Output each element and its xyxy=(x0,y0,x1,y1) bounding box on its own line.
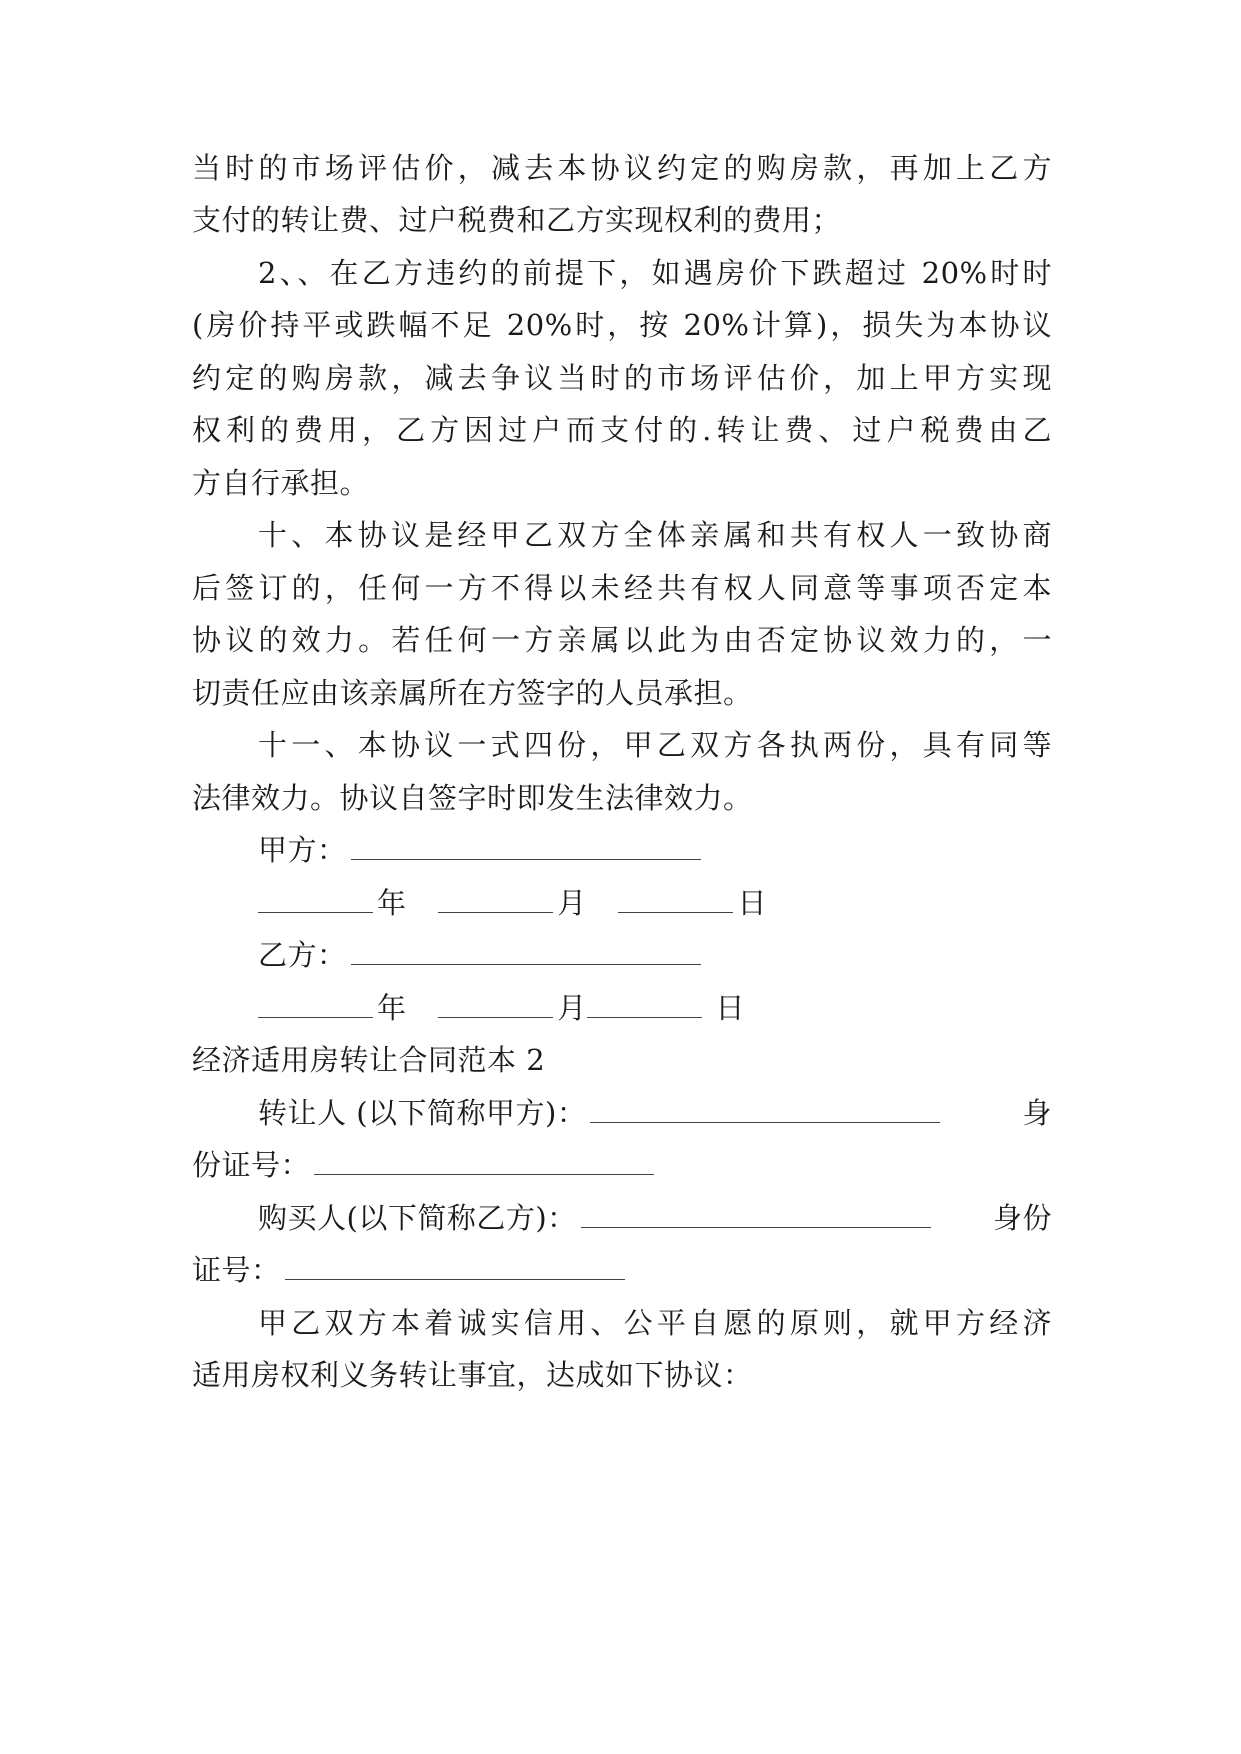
day-blank[interactable] xyxy=(618,884,733,913)
party-a-date-row xyxy=(258,883,1052,923)
id-label-part: 身 xyxy=(1022,1096,1052,1130)
party-b-label: 乙方： xyxy=(258,938,347,972)
buyer-label: 购买人(以下简称乙方)： xyxy=(258,1201,577,1235)
text-line: (房价持平或跌幅不足 20%时，按 20%计算)，损失为本协议 xyxy=(192,308,1052,342)
month-label: 月 xyxy=(557,991,587,1025)
text-line: 当时的市场评估价，减去本协议约定的购房款，再加上乙方 xyxy=(192,151,1052,185)
text-line: 约定的购房款，减去争议当时的市场评估价，加上甲方实现 xyxy=(192,361,1052,395)
year-label: 年 xyxy=(377,886,407,920)
closing-line: 适用房权利义务转让事宜，达成如下协议： xyxy=(192,1358,753,1392)
id-label-part: 身份 xyxy=(992,1201,1052,1235)
transferor-label: 转让人 (以下简称甲方)： xyxy=(258,1096,587,1130)
transferor-id-blank[interactable] xyxy=(314,1146,654,1175)
clause-2-line: 2、、在乙方违约的前提下，如遇房价下跌超过 20%时时 xyxy=(258,256,1052,290)
text-line: 协议的效力。若任何一方亲属以此为由否定协议效力的，一 xyxy=(192,623,1052,657)
year-label: 年 xyxy=(377,991,407,1025)
id-label: 份证号： xyxy=(192,1148,311,1182)
party-a-signature-row xyxy=(258,830,1052,870)
month-label: 月 xyxy=(557,886,587,920)
party-a-signature-blank[interactable] xyxy=(351,831,701,860)
buyer-row xyxy=(258,1198,1052,1238)
party-b-signature-row xyxy=(258,935,1052,975)
buyer-id-blank[interactable] xyxy=(285,1251,625,1280)
day-label: 日 xyxy=(737,886,767,920)
text-line: 法律效力。协议自签字时即发生法律效力。 xyxy=(192,781,753,815)
day-blank[interactable] xyxy=(587,989,702,1018)
closing-line: 甲乙双方本着诚实信用、公平自愿的原则，就甲方经济 xyxy=(258,1306,1052,1340)
day-label: 日 xyxy=(715,991,745,1025)
month-blank[interactable] xyxy=(438,884,553,913)
text-line: 支付的转让费、过户税费和乙方实现权利的费用； xyxy=(192,203,842,237)
text-line: 方自行承担。 xyxy=(192,466,370,500)
transferor-row xyxy=(258,1093,1052,1133)
text-line: 切责任应由该亲属所在方签字的人员承担。 xyxy=(192,676,753,710)
party-a-label: 甲方： xyxy=(258,833,347,867)
year-blank[interactable] xyxy=(258,989,373,1018)
buyer-name-blank[interactable] xyxy=(581,1199,931,1228)
text-line: 后签订的，任何一方不得以未经共有权人同意等事项否定本 xyxy=(192,571,1052,605)
month-blank[interactable] xyxy=(438,989,553,1018)
party-b-signature-blank[interactable] xyxy=(351,936,701,965)
transferor-id-row xyxy=(192,1145,1052,1185)
year-blank[interactable] xyxy=(258,884,373,913)
party-b-date-row xyxy=(258,988,1052,1028)
section-title: 经济适用房转让合同范本 2 xyxy=(192,1043,546,1077)
clause-11-line: 十一、本协议一式四份，甲乙双方各执两份，具有同等 xyxy=(258,728,1052,762)
transferor-name-blank[interactable] xyxy=(590,1094,940,1123)
id-label: 证号： xyxy=(192,1253,281,1287)
clause-10-line: 十、本协议是经甲乙双方全体亲属和共有权人一致协商 xyxy=(258,518,1052,552)
buyer-id-row xyxy=(192,1250,1052,1290)
text-line: 权利的费用，乙方因过户而支付的.转让费、过户税费由乙 xyxy=(192,413,1052,447)
